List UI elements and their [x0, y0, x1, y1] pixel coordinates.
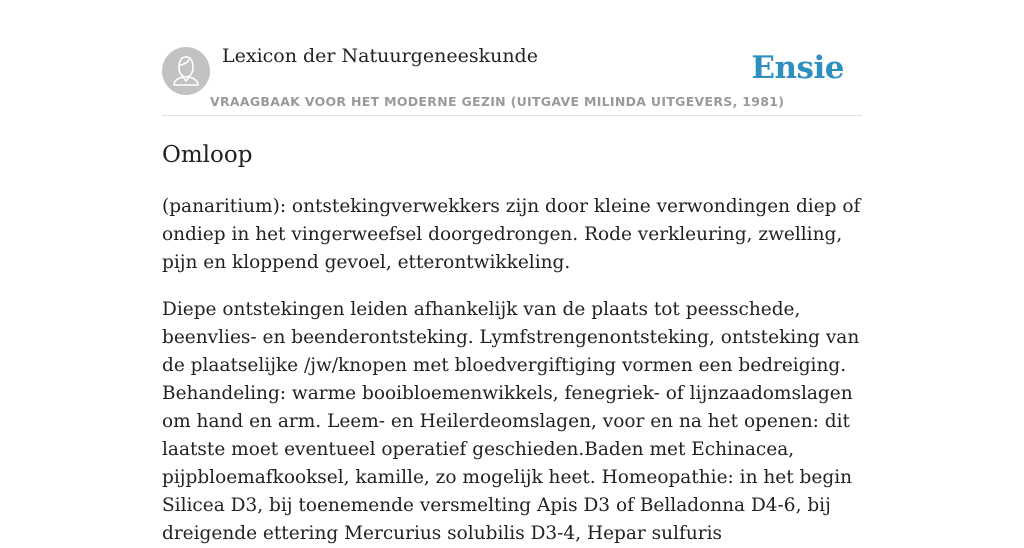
article-title: Omloop: [162, 142, 253, 168]
source-subtitle: VRAAGBAAK VOOR HET MODERNE GEZIN (UITGAVE MILINDA UITGEVERS, 1981): [210, 94, 785, 109]
article-paragraph: (panaritium): ontstekingverwekkers zijn door kleine verwondingen diep of ondiep in het vingerweefsel doorgedrongen. Rode verkleuring, zwelling, pijn en kloppend gevoel, etterontwikkeling.: [162, 196, 861, 273]
header: [162, 0, 862, 116]
source-title[interactable]: Lexicon der Natuurgeneeskunde: [222, 45, 538, 67]
article: [162, 141, 862, 548]
brand-logo[interactable]: Ensie: [751, 50, 844, 86]
article-paragraph: Diepe ontstekingen leiden afhankelijk van de plaats tot peesschede, beenvlies- en beenderontsteking. Lymfstrengenontsteking, ontsteking van de plaatselijke /jw/knopen met bloedvergiftiging vormen een bedreiging. Behandeling: warme booibloemenwikkels, fenegriek- of lijnzaadomslagen om hand en arm. Leem- en Heilerdeomslagen, voor en na het openen: dit laatste moet eventueel operatief geschieden.Baden met Echinacea, pijpbloemafkooksel, kamille, zo mogelijk heet. Homeopathie: in het begin Silicea D3, bij toenemende versmelting Apis D3 of Belladonna D4-6, bij dreigende ettering Mercurius solubilis D3-4, Hepar sulfuris: [162, 299, 860, 544]
page: [162, 0, 862, 544]
user-icon: [162, 47, 210, 95]
source-avatar[interactable]: [162, 47, 210, 95]
